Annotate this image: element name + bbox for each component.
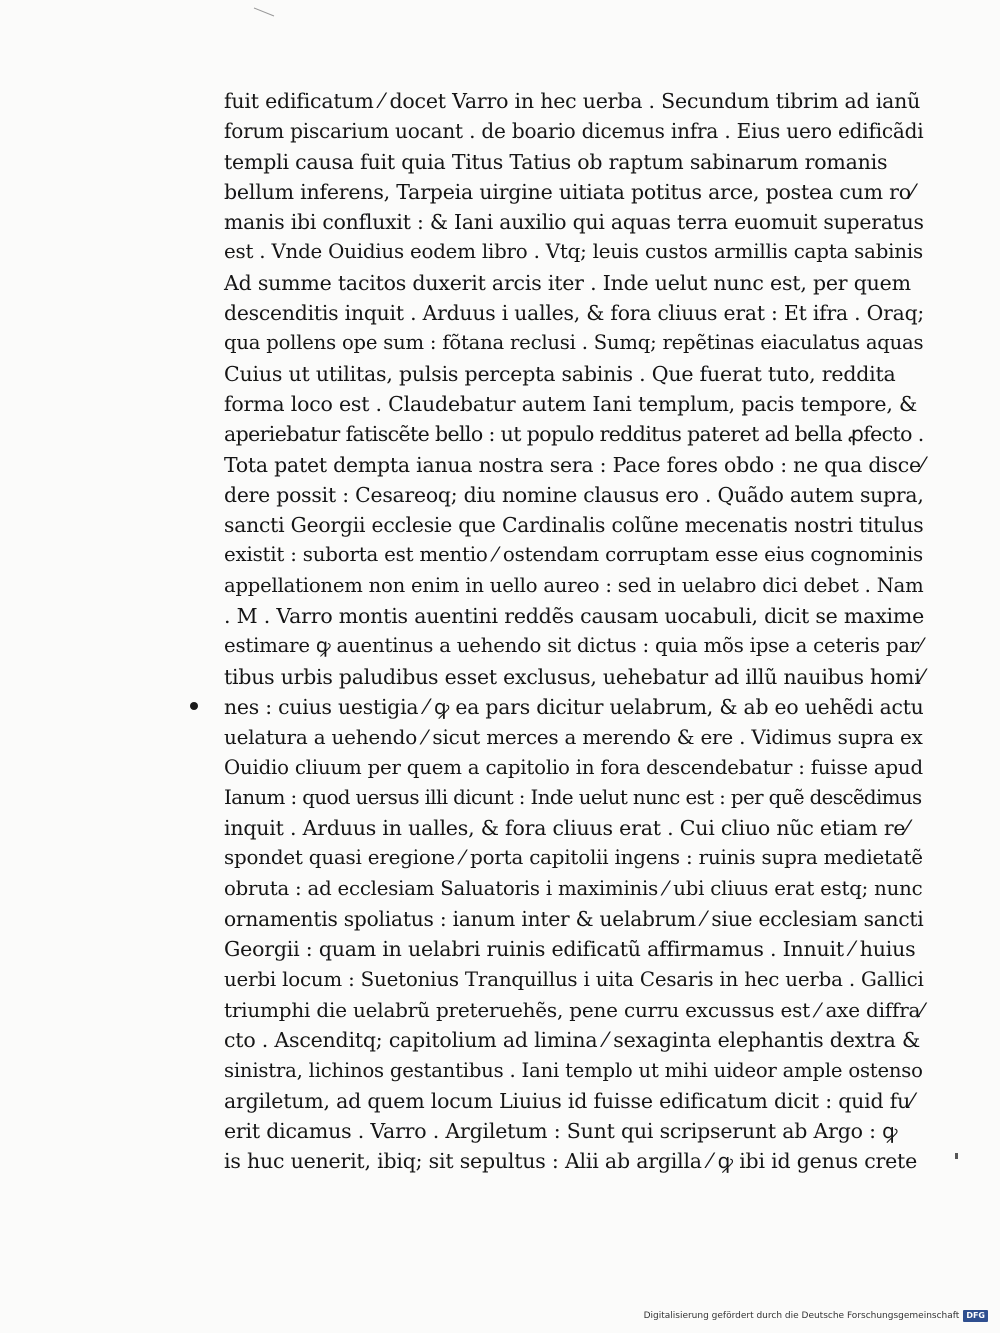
text-line: uerbi locum : Suetonius Tranquillus i uita Cesaris in hec uerba . Gallici [224,967,924,991]
text-line: templi causa fuit quia Titus Tatius ob raptum sabinarum romanis [224,149,888,174]
text-line: forum piscarium uocant . de boario dicemus infra . Eius uero edificãdi [224,119,924,144]
funding-footer [644,1309,988,1323]
text-line: fuit edificatum ⁄ docet Varro in hec uerba . Secundum tibrim ad ianũ [224,89,921,113]
text-line: triumphi die uelabrũ preteruehẽs, pene curru excussus est ⁄ axe diffra⁄ [224,997,924,1022]
text-line: appellationem non enim in uello aureo : sed in uelabro dici debet . Nam [224,573,924,597]
text-line: is huc uenerit, ibiq; sit sepultus : Alii ab argilla ⁄ ꝙ ibi id genus crete [224,1149,918,1174]
text-line: bellum inferens, Tarpeia uirgine uitiata potitus arce, postea cum ro⁄ [224,179,915,204]
text-line: tibus urbis paludibus esset exclusus, uehebatur ad illũ nauibus homi⁄ [224,664,924,689]
text-line: Ianum : quod uersus illi dicunt : Inde uelut nunc est : per quẽ descẽdimus [224,785,922,809]
text-line: erit dicamus . Varro . Argiletum : Sunt qui scripserunt ab Argo : ꝙ [224,1119,898,1144]
text-line: ornamentis spoliatus : ianum inter & uelabrum ⁄ siue ecclesiam sancti [224,907,924,932]
text-line: aperiebatur fatiscẽte bello : ut populo redditus pateret ad bella ꝓfecto . [224,422,924,447]
dfg-logo: DFG [963,1310,988,1322]
text-line: Tota patet dempta ianua nostra sera : Pace fores obdo : ne qua disce⁄ [224,452,925,477]
text-line: Georgii : quam in uelabri ruinis edificatũ affirmamus . Innuit ⁄ huius [224,937,916,962]
text-line: obruta : ad ecclesiam Saluatoris i maximinis ⁄ ubi cliuus erat estq; nunc [224,876,923,900]
text-line: est . Vnde Ouidius eodem libro . Vtq; leuis custos armillis capta sabinis [224,240,923,264]
text-line: estimare ꝙ auentinus a uehendo sit dictus : quia mõs ipse a ceteris par⁄ [224,634,923,658]
text-line: nes : cuius uestigia ⁄ ꝙ ea pars dicitur uelabrum, & ab eo uehẽdi actu [224,694,924,719]
text-line: descenditis inquit . Arduus i ualles, & fora cliuus erat : Et ifra . Oraq; [224,301,925,326]
text-line: cto . Ascenditq; capitolium ad limina ⁄ sexaginta elephantis dextra & [224,1028,921,1053]
page-corner-mark [252,4,278,20]
text-line: manis ibi confluxit : & Iani auxilio qui aquas terra euomuit superatus [224,210,924,235]
text-line: Ouidio cliuum per quem a capitolio in fora descendebatur : fuisse apud [224,755,923,779]
funding-text: Digitalisierung gefördert durch die Deutsche Forschungsgemeinschaft [643,1311,960,1321]
text-line: inquit . Arduus in ualles, & fora cliuus erat . Cui cliuo nũc etiam re⁄ [224,816,909,841]
text-line: forma loco est . Claudebatur autem Iani templum, pacis tempore, & [224,391,918,416]
margin-bullet-mark [190,702,198,710]
text-line: . M . Varro montis auentini reddẽs causam uocabuli, dicit se maxime [224,604,925,629]
text-line: Ad summe tacitos duxerit arcis iter . Inde uelut nunc est, per quem [224,270,911,295]
text-line: uelatura a uehendo ⁄ sicut merces a merendo & ere . Vidimus supra ex [224,725,923,750]
text-line: sinistra, lichinos gestantibus . Iani templo ut mihi uideor ample ostenso [224,1058,923,1082]
text-line: argiletum, ad quem locum Liuius id fuisse edificatum dicit : quid fu⁄ [224,1088,914,1113]
text-line: dere possit : Cesareoq; diu nomine clausus ero . Quãdo autem supra, [224,482,924,507]
text-line: spondet quasi eregione ⁄ porta capitolii ingens : ruinis supra medietatẽ [224,846,923,870]
text-line: sancti Georgii ecclesie que Cardinalis colũne mecenatis nostri titulus [224,513,924,538]
text-line: qua pollens ope sum : fõtana reclusi . Sumq; repẽtinas eiaculatus aquas [224,331,924,355]
margin-ink-mark [955,1153,958,1159]
text-line: Cuius ut utilitas, pulsis percepta sabinis . Que fuerat tuto, reddita [224,361,896,386]
text-line: existit : suborta est mentio ⁄ ostendam corruptam esse eius cognominis [224,543,923,567]
text-block [224,86,924,1177]
